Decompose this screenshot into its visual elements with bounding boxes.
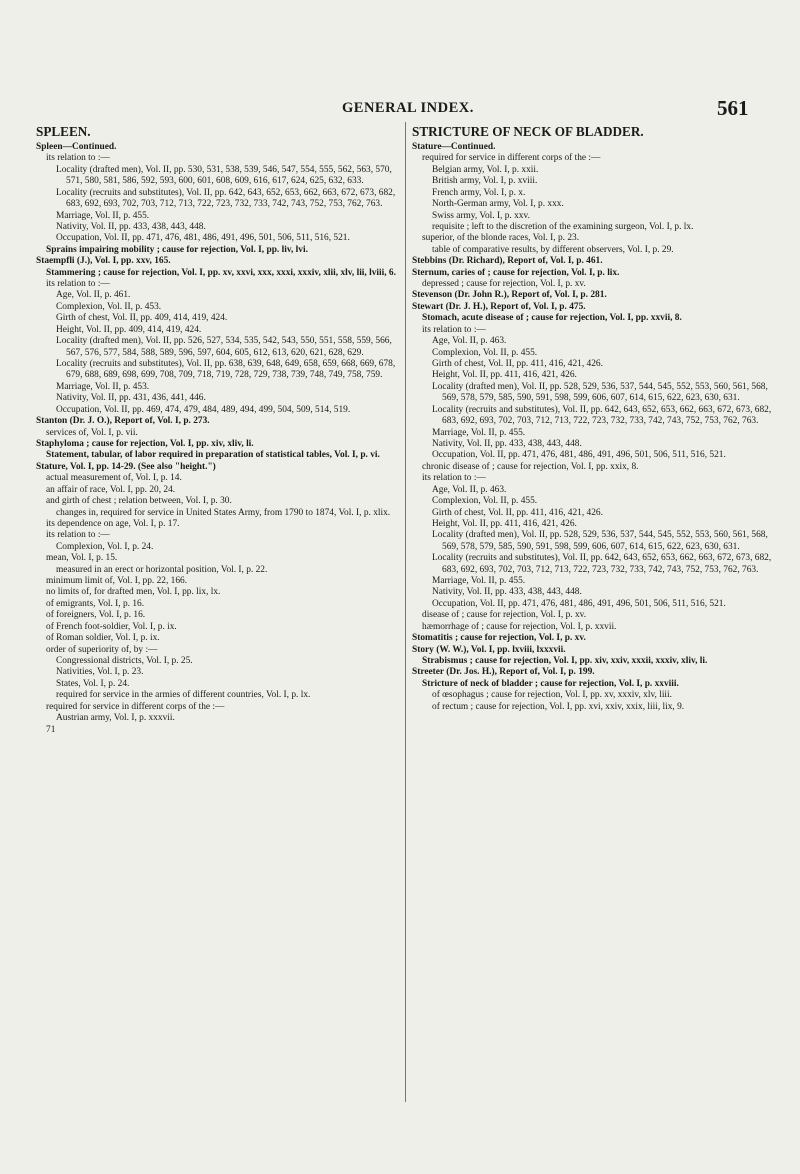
index-entry: Story (W. W.), Vol. I, pp. lxviii, lxxxvii.	[412, 644, 566, 655]
index-entry: superior, of the blonde races, Vol. I, p. 23.	[422, 233, 580, 244]
index-entry: chronic disease of ; cause for rejection, Vol. I, pp. xxix, 8.	[422, 461, 639, 472]
index-entry: Marriage, Vol. II, p. 453.	[56, 381, 150, 392]
index-entry: its relation to :—	[46, 279, 110, 290]
left-column	[36, 124, 404, 736]
index-entry: minimum limit of, Vol. I, pp. 22, 166.	[46, 576, 188, 587]
index-entry: required for service in the armies of different countries, Vol. I, p. lx.	[56, 690, 311, 701]
index-entry: required for service in different corps of the :—	[422, 153, 601, 164]
index-entry: order of superiority of, by :—	[46, 644, 158, 655]
index-entry: Complexion, Vol. II, p. 455.	[432, 347, 538, 358]
index-entry: French army, Vol. I, p. x.	[432, 187, 526, 198]
index-entry: no limits of, for drafted men, Vol. I, pp. lix, lx.	[46, 587, 221, 598]
index-entry: Stebbins (Dr. Richard), Report of, Vol. I, p. 461.	[412, 256, 603, 267]
index-entry: Swiss army, Vol. I, p. xxv.	[432, 210, 530, 221]
index-entry: hæmorrhage of ; cause for rejection, Vol. I, p. xxvii.	[422, 621, 617, 632]
index-entry: of rectum ; cause for rejection, Vol. I, pp. xvi, xxiv, xxix, liii, lix, 9.	[432, 701, 685, 712]
page-number: 561	[717, 96, 749, 120]
index-entry: 71	[46, 724, 56, 735]
index-entry: North-German army, Vol. I, p. xxx.	[432, 199, 564, 210]
index-entry: Sternum, caries of ; cause for rejection, Vol. I, p. lix.	[412, 267, 620, 278]
index-entry: Marriage, Vol. II, p. 455.	[432, 427, 526, 438]
index-entry: its relation to :—	[422, 324, 486, 335]
index-entry: Locality (recruits and substitutes), Vol. II, pp. 642, 643, 652, 653, 662, 663, 672, 673, 682, 683, 692, 693, 702, 703, 712, 713, 722, 723, 732, 733, 742, 743, 752, 753, 762, 763.	[432, 404, 772, 427]
index-entry: Occupation, Vol. II, pp. 469, 474, 479, 484, 489, 494, 499, 504, 509, 514, 519.	[56, 404, 351, 415]
index-entry: Nativity, Vol. II, pp. 433, 438, 443, 448.	[432, 587, 582, 598]
index-entry: Staempfli (J.), Vol. I, pp. xxv, 165.	[36, 256, 171, 267]
index-entry: requisite ; left to the discretion of the examining surgeon, Vol. I, p. lx.	[432, 221, 694, 232]
index-entry: Nativity, Vol. II, pp. 433, 438, 443, 448.	[432, 438, 582, 449]
index-entry: Complexion, Vol. II, p. 455.	[432, 496, 538, 507]
index-entry: Stricture of neck of bladder ; cause for rejection, Vol. I, p. xxviii.	[422, 678, 679, 689]
index-entry: of French foot-soldier, Vol. I, p. ix.	[46, 621, 177, 632]
index-entry: Occupation, Vol. II, pp. 471, 476, 481, 486, 491, 496, 501, 506, 511, 516, 521.	[56, 233, 350, 244]
index-entry: Complexion, Vol. I, p. 24.	[56, 541, 154, 552]
index-entry: Stature—Continued.	[412, 142, 496, 152]
index-entry: Girth of chest, Vol. II, pp. 411, 416, 421, 426.	[432, 507, 603, 518]
index-entry: and girth of chest ; relation between, Vol. I, p. 30.	[46, 496, 232, 507]
index-entry: Belgian army, Vol. I, p. xxii.	[432, 164, 539, 175]
index-entry: of emigrants, Vol. I, p. 16.	[46, 598, 145, 609]
index-entry: Austrian army, Vol. I, p. xxxvii.	[56, 713, 175, 724]
right-column-heading: STRICTURE OF NECK OF BLADDER.	[412, 124, 644, 139]
index-entry: Statement, tabular, of labor required in preparation of statistical tables, Vol. I, p. vi.	[46, 450, 380, 461]
index-entry: Age, Vol. II, p. 463.	[432, 336, 507, 347]
index-entry: Locality (drafted men), Vol. II, pp. 528, 529, 536, 537, 544, 545, 552, 553, 560, 561, 568, 569, 578, 579, 585, 590, 591, 598, 599, 606, 607, 614, 615, 622, 623, 630, 631.	[432, 530, 768, 552]
index-entry: an affair of race, Vol. I, pp. 20, 24.	[46, 484, 176, 495]
index-entry: Locality (drafted men), Vol. II, pp. 526, 527, 534, 535, 542, 543, 550, 551, 558, 559, 566, 567, 576, 577, 584, 588, 589, 596, 597, 604, 605, 612, 613, 620, 621, 628, 629.	[56, 336, 392, 358]
index-entry: its dependence on age, Vol. I, p. 17.	[46, 518, 180, 529]
index-entry: Nativity, Vol. II, pp. 431, 436, 441, 446.	[56, 393, 206, 404]
index-entry: disease of ; cause for rejection, Vol. I, p. xv.	[422, 610, 587, 621]
index-entry: Stature, Vol. I, pp. 14-29. (See also "height.")	[36, 461, 216, 472]
index-entry: Sprains impairing mobility ; cause for rejection, Vol. I, pp. liv, lvi.	[46, 244, 308, 255]
index-entry: Staphyloma ; cause for rejection, Vol. I, pp. xiv, xliv, li.	[36, 438, 254, 449]
index-entry: Locality (drafted men), Vol. II, pp. 530, 531, 538, 539, 546, 547, 554, 555, 562, 563, 570, 571, 580, 581, 586, 592, 593, 600, 601, 608, 609, 616, 617, 624, 625, 632, 633.	[56, 164, 392, 187]
index-entry: Marriage, Vol. II, p. 455.	[432, 576, 526, 587]
index-entry: its relation to :—	[46, 530, 110, 541]
index-entry: table of comparative results, by different observers, Vol. I, p. 29.	[432, 244, 674, 255]
left-column-heading: SPLEEN.	[36, 124, 91, 139]
index-entry: of œsophagus ; cause for rejection, Vol. I, pp. xv, xxxiv, xlv, liii.	[432, 690, 672, 701]
right-index-entries	[412, 142, 774, 713]
index-entry: British army, Vol. I, p. xviii.	[432, 176, 538, 187]
index-entry: Stomatitis ; cause for rejection, Vol. I, p. xv.	[412, 633, 586, 644]
index-entry: services of, Vol. I, p. vii.	[46, 427, 138, 438]
index-entry: changes in, required for service in United States Army, from 1790 to 1874, Vol. I, p. xlix.	[56, 507, 391, 518]
index-entry: Stomach, acute disease of ; cause for rejection, Vol. I, pp. xxvii, 8.	[422, 313, 682, 324]
index-entry: actual measurement of, Vol. I, p. 14.	[46, 473, 182, 484]
index-entry: Height, Vol. II, pp. 411, 416, 421, 426.	[432, 518, 577, 529]
index-entry: Occupation, Vol. II, pp. 471, 476, 481, 486, 491, 496, 501, 506, 511, 516, 521.	[432, 598, 726, 609]
index-entry: Nativities, Vol. I, p. 23.	[56, 667, 144, 678]
index-entry: Stewart (Dr. J. H.), Report of, Vol. I, p. 475.	[412, 301, 586, 312]
column-divider	[405, 122, 406, 1102]
index-entry: Locality (recruits and substitutes), Vol. II, pp. 638, 639, 648, 649, 658, 659, 668, 669, 678, 679, 688, 689, 698, 699, 708, 709, 718, 719, 728, 729, 738, 739, 748, 749, 758, 759.	[56, 359, 396, 381]
index-entry: Age, Vol. II, p. 463.	[432, 484, 507, 495]
index-entry: Spleen—Continued.	[36, 142, 117, 152]
index-entry: Complexion, Vol. II, p. 453.	[56, 301, 162, 312]
index-entry: of foreigners, Vol. I, p. 16.	[46, 610, 146, 621]
index-entry: Stanton (Dr. J. O.), Report of, Vol. I, p. 273.	[36, 416, 210, 427]
index-entry: Marriage, Vol. II, p. 455.	[56, 210, 150, 221]
index-entry: Streeter (Dr. Jos. H.), Report of, Vol. I, p. 199.	[412, 667, 595, 678]
index-entry: of Roman soldier, Vol. I, p. ix.	[46, 633, 160, 644]
index-entry: its relation to :—	[46, 153, 110, 164]
index-entry: Age, Vol. II, p. 461.	[56, 290, 131, 301]
index-entry: required for service in different corps of the :—	[46, 701, 225, 712]
index-entry: Locality (recruits and substitutes), Vol. II, pp. 642, 643, 652, 653, 662, 663, 672, 673, 682, 683, 692, 693, 702, 703, 712, 713, 722, 723, 732, 733, 742, 743, 752, 753, 762, 763.	[432, 553, 772, 575]
running-header: GENERAL INDEX.	[342, 100, 474, 116]
index-entry: depressed ; cause for rejection, Vol. I, p. xv.	[422, 279, 586, 290]
index-entry: measured in an erect or horizontal position, Vol. I, p. 22.	[56, 564, 268, 575]
index-entry: its relation to :—	[422, 473, 486, 484]
index-entry: Locality (recruits and substitutes), Vol. II, pp. 642, 643, 652, 653, 662, 663, 672, 673, 682, 683, 692, 693, 702, 703, 712, 713, 722, 723, 732, 733, 742, 743, 752, 753, 762, 763.	[56, 187, 396, 210]
index-entry: States, Vol. I, p. 24.	[56, 678, 130, 689]
index-entry: mean, Vol. I, p. 15.	[46, 553, 118, 564]
left-index-entries	[36, 142, 404, 736]
index-entry: Nativity, Vol. II, pp. 433, 438, 443, 448.	[56, 221, 206, 232]
index-entry: Stevenson (Dr. John R.), Report of, Vol. I, p. 281.	[412, 290, 607, 301]
index-entry: Height, Vol. II, pp. 411, 416, 421, 426.	[432, 370, 577, 381]
index-entry: Locality (drafted men), Vol. II, pp. 528, 529, 536, 537, 544, 545, 552, 553, 560, 561, 568, 569, 578, 579, 585, 590, 591, 598, 599, 606, 607, 614, 615, 622, 623, 630, 631.	[432, 381, 768, 404]
index-entry: Occupation, Vol. II, pp. 471, 476, 481, 486, 491, 496, 501, 506, 511, 516, 521.	[432, 450, 726, 461]
index-entry: Height, Vol. II, pp. 409, 414, 419, 424.	[56, 324, 202, 335]
index-entry: Stammering ; cause for rejection, Vol. I, pp. xv, xxvi, xxx, xxxi, xxxiv, xlii, xlv, lii, lviii, 6.	[46, 267, 396, 278]
index-entry: Congressional districts, Vol. I, p. 25.	[56, 655, 193, 666]
right-column	[412, 124, 774, 713]
index-entry: Girth of chest, Vol. II, pp. 409, 414, 419, 424.	[56, 313, 228, 324]
index-entry: Strabismus ; cause for rejection, Vol. I, pp. xiv, xxiv, xxxii, xxxiv, xliv, li.	[422, 655, 708, 666]
index-entry: Girth of chest, Vol. II, pp. 411, 416, 421, 426.	[432, 359, 603, 370]
